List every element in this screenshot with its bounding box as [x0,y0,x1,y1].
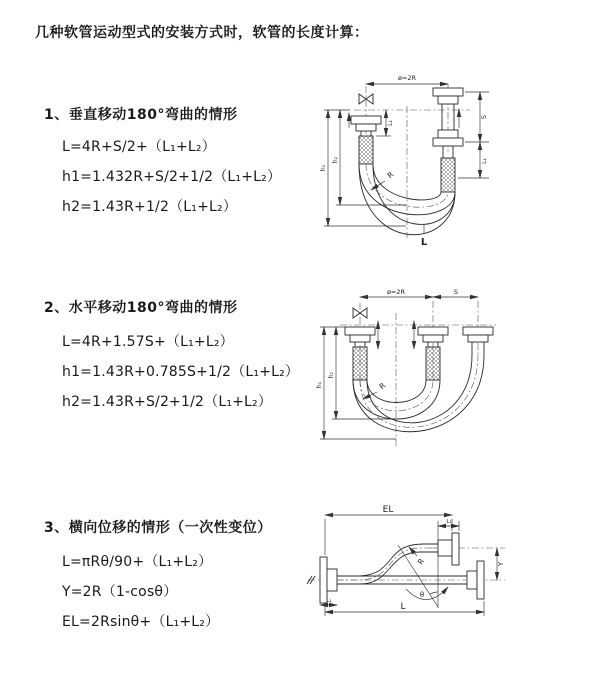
section3-formula-EL: EL=2Rsinθ+（L₁+L₂） [62,614,220,630]
diagram-horizontal-180-bend [310,283,598,468]
right-pipe-assembly [433,88,463,192]
dim-label-el: EL [382,505,394,515]
bottom-length-label [421,224,428,248]
section3-heading: 3、横向位移的情形（一次性变位） [44,520,272,536]
page-title: 几种软管运动型式的安装方式时，软管的长度计算： [35,25,369,41]
dim-label-h1: h₁ [316,381,323,389]
radius-callout [409,547,426,566]
right-pipe-assembly [463,327,493,355]
dim-label-l: L [420,237,428,248]
section3-formula-L: L=πRθ/90+（L₁+L₂） [62,554,213,570]
dim-label-l1-left: L₁ [387,120,394,126]
section1-formula-h2: h2=1.43R+1/2（L₁+L₂） [62,199,238,215]
left-pipe-assembly [345,321,378,380]
top-dimensions [360,288,478,297]
section2-heading: 2、水平移动180°弯曲的情形 [44,300,238,316]
bottom-length-dimension [325,601,484,616]
dim-label-s: S [480,114,488,120]
dim-label-h1: h₁ [320,164,327,172]
upper-right-flange [438,533,459,565]
dim-label-l1-right: L₁ [481,158,488,164]
dim-label-l1-top: L₁ [446,519,452,525]
section2-formula-L: L=4R+1.57S+（L₁+L₂） [62,334,234,350]
section1-formula-L: L=4R+S/2+（L₁+L₂） [62,139,216,155]
dim-label-r: R [415,556,427,567]
section1-heading: 1、垂直移动180°弯曲的情形 [44,107,238,123]
dim-label-r: R [377,380,388,392]
diagram-lateral-displacement [300,495,600,657]
height-dimensions [316,327,396,439]
dim-label-h2: h₂ [328,371,335,379]
right-dimensions [458,92,489,178]
dim-label-l1-left: L₁ [326,598,332,604]
y-dimension [497,548,505,580]
left-pipe-assembly [349,113,381,164]
top-dimension [366,74,448,84]
middle-pipe-assembly [414,321,448,380]
dim-label-2r: ø=2R [386,288,406,296]
lower-right-flange [467,561,484,599]
dim-label-y: Y [497,561,505,567]
section1-formula-h1: h1=1.432R+S/2+1/2（L₁+L₂） [62,169,282,185]
dim-label-theta: θ [419,591,425,599]
hose-u-bends [353,355,484,432]
dim-label-s: S [453,288,459,296]
dim-label-h2: h₂ [332,156,339,164]
diagram-vertical-180-bend [308,66,598,271]
dim-label-l: L [400,602,406,612]
section2-formula-h1: h1=1.43R+0.785S+1/2（L₁+L₂） [62,364,300,380]
dim-label-2r: ø=2R [397,74,417,82]
dim-label-r: R [385,169,396,181]
el-dimension [325,505,452,555]
section2-formula-h2: h2=1.43R+S/2+1/2（L₁+L₂） [62,394,273,410]
section3-formula-Y: Y=2R（1-cosθ） [62,584,178,600]
